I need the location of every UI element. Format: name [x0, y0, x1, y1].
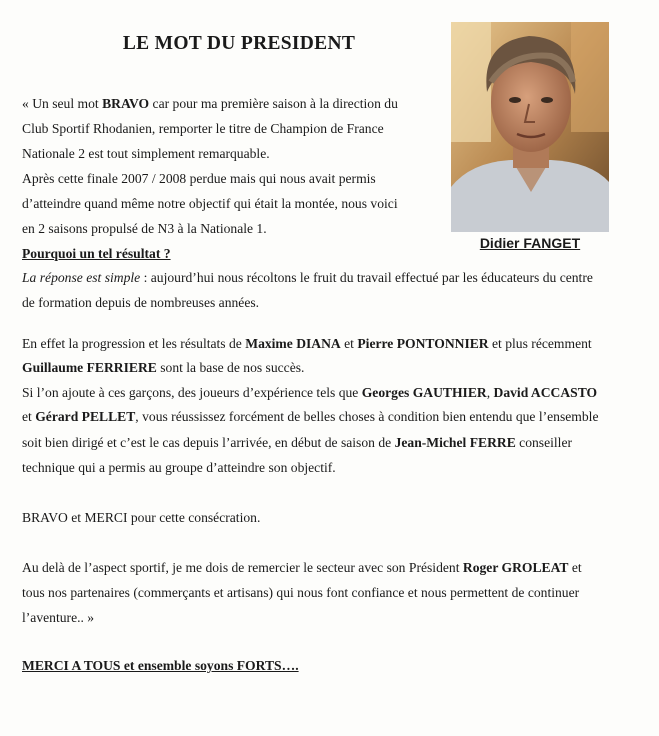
p3-line-5: soit bien dirigé et c’est le cas depuis l’arrivée, en début de saison de Jean-Michel FERRE conseiller [22, 435, 573, 450]
p3-line-6: technique qui a permis au groupe d’atteindre son objectif. [22, 460, 336, 475]
p5-line-3: l’aventure.. » [22, 610, 95, 625]
p1-line-1: « Un seul mot BRAVO car pour ma première saison à la direction du [22, 96, 398, 111]
p4-line: BRAVO et MERCI pour cette consécration. [22, 510, 261, 525]
closing-line: MERCI A TOUS et ensemble soyons FORTS…. [22, 658, 299, 673]
page-title: LE MOT DU PRESIDENT [122, 33, 356, 54]
president-photo [451, 22, 609, 232]
p5-line-2: tous nos partenaires (commerçants et artisans) qui nous font confiance et nous permettent de continuer [22, 585, 580, 600]
p3-line-3: Si l’on ajoute à ces garçons, des joueurs d’expérience tels que Georges GAUTHIER, David ACCASTO [22, 385, 598, 400]
p1-line-3: Nationale 2 est tout simplement remarquable. [22, 146, 270, 161]
p1-line-6: en 2 saisons propulsé de N3 à la Nationale 1. [22, 221, 267, 236]
section-heading: Pourquoi un tel résultat ? [22, 246, 171, 261]
portrait-image [451, 22, 609, 232]
p3-line-2: Guillaume FERRIERE sont la base de nos succès. [22, 360, 305, 375]
p1-line-4: Après cette finale 2007 / 2008 perdue mais qui nous avait permis [22, 171, 376, 186]
p3-line-4: et Gérard PELLET, vous réussissez forcément de belles choses à condition bien entendu que l’ensemble [22, 409, 599, 424]
p5-line-1: Au delà de l’aspect sportif, je me dois de remercier le secteur avec son Président Roger GROLEAT et [22, 560, 582, 575]
p1-line-5: d’atteindre quand même notre objectif qui était la montée, nous voici [22, 196, 398, 211]
photo-caption: Didier FANGET [479, 235, 581, 251]
p2-line-2: de formation depuis de nombreuses années. [22, 295, 260, 310]
p3-line-1: En effet la progression et les résultats de Maxime DIANA et Pierre PONTONNIER et plus récemment [22, 336, 592, 351]
p1-line-2: Club Sportif Rhodanien, remporter le titre de Champion de France [22, 121, 384, 136]
p2-line-1: La réponse est simple : aujourd’hui nous récoltons le fruit du travail effectué par les éducateurs du centre [22, 270, 593, 285]
